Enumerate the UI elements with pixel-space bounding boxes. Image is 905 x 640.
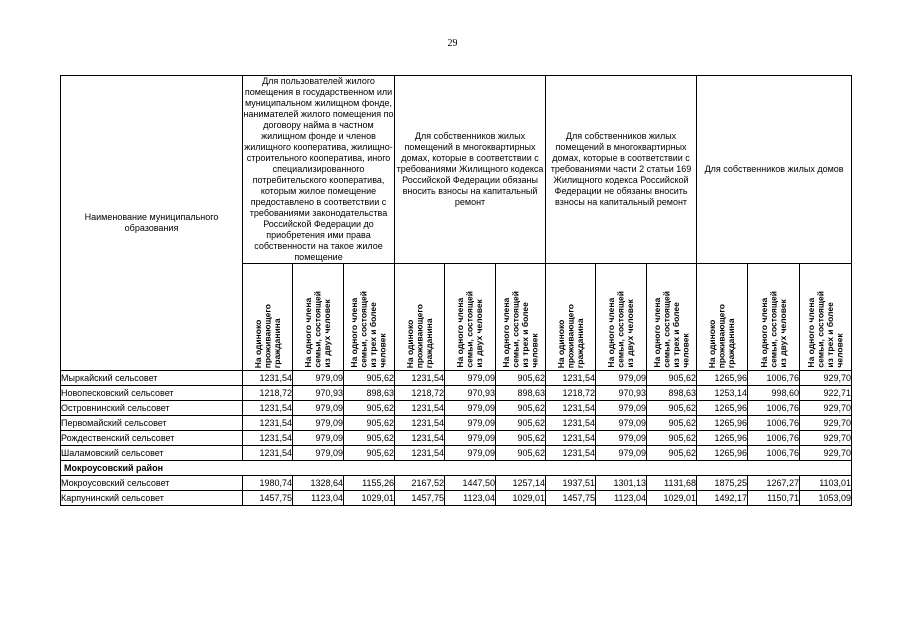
value-cell: 929,70 xyxy=(800,431,852,446)
value-cell: 929,70 xyxy=(800,446,852,461)
value-cell: 1231,54 xyxy=(395,416,445,431)
municipality-name: Первомайский сельсовет xyxy=(61,416,243,431)
value-cell: 979,09 xyxy=(596,371,647,386)
page-number: 29 xyxy=(447,38,458,49)
value-cell: 979,09 xyxy=(445,446,496,461)
subheader-label: На одного члена семьи, состоящей из двух человек xyxy=(605,291,635,368)
value-cell: 1231,54 xyxy=(546,431,596,446)
value-cell: 970,93 xyxy=(445,386,496,401)
value-cell: 905,62 xyxy=(344,446,395,461)
value-cell: 1053,09 xyxy=(800,491,852,506)
value-cell: 979,09 xyxy=(596,431,647,446)
subheader-cell xyxy=(647,264,697,371)
value-cell: 905,62 xyxy=(496,401,546,416)
subheader-label: На одного члена семьи, состоящей из трех и более человек xyxy=(805,291,845,368)
value-cell: 1123,04 xyxy=(293,491,344,506)
value-cell: 905,62 xyxy=(344,431,395,446)
value-cell: 1265,96 xyxy=(697,401,748,416)
value-cell: 1265,96 xyxy=(697,446,748,461)
value-cell: 998,60 xyxy=(748,386,800,401)
municipality-name: Шаламовский сельсовет xyxy=(61,446,243,461)
value-cell: 905,62 xyxy=(344,371,395,386)
value-cell: 1006,76 xyxy=(748,371,800,386)
value-cell: 1006,76 xyxy=(748,416,800,431)
value-cell: 905,62 xyxy=(496,446,546,461)
value-cell: 979,09 xyxy=(293,431,344,446)
header-group-owners-not-obliged: Для собственников жилых помещений в многоквартирных домах, которые в соответствии с требованиями части 2 статьи 169 Жилищного кодекса Российской Федерации не обязаны вносить взносы на капитальный ремонт xyxy=(546,76,697,264)
value-cell: 1131,68 xyxy=(647,476,697,491)
value-cell: 1123,04 xyxy=(596,491,647,506)
value-cell: 905,62 xyxy=(647,446,697,461)
value-cell: 1231,54 xyxy=(243,416,293,431)
subheader-cell xyxy=(293,264,344,371)
value-cell: 1006,76 xyxy=(748,401,800,416)
subheader-cell xyxy=(800,264,852,371)
value-cell: 2167,52 xyxy=(395,476,445,491)
value-cell: 979,09 xyxy=(293,446,344,461)
value-cell: 1218,72 xyxy=(546,386,596,401)
subheader-cell xyxy=(546,264,596,371)
value-cell: 898,63 xyxy=(344,386,395,401)
value-cell: 905,62 xyxy=(647,401,697,416)
value-cell: 1103,01 xyxy=(800,476,852,491)
value-cell: 1231,54 xyxy=(243,371,293,386)
subheader-label: На одиноко проживающего гражданина xyxy=(404,303,434,368)
tariff-table xyxy=(60,75,852,506)
value-cell: 1029,01 xyxy=(344,491,395,506)
value-cell: 1328,64 xyxy=(293,476,344,491)
value-cell: 979,09 xyxy=(293,416,344,431)
value-cell: 1301,13 xyxy=(596,476,647,491)
subheader-label: На одного члена семьи, состоящей из трех и более человек xyxy=(349,291,388,368)
value-cell: 1253,14 xyxy=(697,386,748,401)
value-cell: 905,62 xyxy=(496,431,546,446)
section-label: Мокроусовский район xyxy=(61,461,852,476)
value-cell: 970,93 xyxy=(293,386,344,401)
value-cell: 1231,54 xyxy=(546,416,596,431)
value-cell: 1006,76 xyxy=(748,446,800,461)
value-cell: 905,62 xyxy=(344,416,395,431)
value-cell: 1231,54 xyxy=(546,401,596,416)
value-cell: 1937,51 xyxy=(546,476,596,491)
table-row xyxy=(61,401,852,416)
value-cell: 1265,96 xyxy=(697,371,748,386)
subheader-cell xyxy=(697,264,748,371)
value-cell: 1457,75 xyxy=(546,491,596,506)
value-cell: 1231,54 xyxy=(395,431,445,446)
value-cell: 1457,75 xyxy=(395,491,445,506)
subheader-label: На одиноко проживающего гражданина xyxy=(252,303,282,368)
table-row xyxy=(61,491,852,506)
value-cell: 1231,54 xyxy=(395,371,445,386)
subheader-label: На одного члена семьи, состоящей из двух человек xyxy=(758,291,788,368)
header-group-tenants: Для пользователей жилого помещения в государственном или муниципальном жилищном фонде, нанимателей жилого помещения по договору найма в частном жилищном фонде и членов жилищного кооператива, жилищно-строительного кооператива, иного специализированного потребительского кооператива, которым жилое помещение предоставлено в соответствии с требованиями законодательства Российской Федерации до приобретения ими права собственности на такое жилое помещение xyxy=(243,76,394,262)
subheader-label: На одиноко проживающего гражданина xyxy=(555,303,585,368)
value-cell: 1267,27 xyxy=(748,476,800,491)
subheader-cell xyxy=(596,264,647,371)
subheader-cell xyxy=(496,264,546,371)
value-cell: 979,09 xyxy=(596,416,647,431)
value-cell: 1257,14 xyxy=(496,476,546,491)
value-cell: 1265,96 xyxy=(697,416,748,431)
table-row xyxy=(61,476,852,491)
value-cell: 979,09 xyxy=(293,371,344,386)
value-cell: 1231,54 xyxy=(243,446,293,461)
value-cell: 1218,72 xyxy=(243,386,293,401)
value-cell: 905,62 xyxy=(496,371,546,386)
value-cell: 1492,17 xyxy=(697,491,748,506)
subheader-cell xyxy=(445,264,496,371)
subheader-label: На одного члена семьи, состоящей из двух человек xyxy=(454,291,484,368)
value-cell: 979,09 xyxy=(596,401,647,416)
municipality-name: Островнинский сельсовет xyxy=(61,401,243,416)
value-cell: 1150,71 xyxy=(748,491,800,506)
value-cell: 1029,01 xyxy=(647,491,697,506)
value-cell: 929,70 xyxy=(800,401,852,416)
value-cell: 979,09 xyxy=(445,416,496,431)
value-cell: 1231,54 xyxy=(243,431,293,446)
section-row xyxy=(61,461,852,476)
header-name-column: Наименование муниципального образования xyxy=(61,76,243,371)
value-cell: 979,09 xyxy=(293,401,344,416)
value-cell: 1231,54 xyxy=(546,446,596,461)
municipality-name: Рождественский сельсовет xyxy=(61,431,243,446)
table-body xyxy=(61,371,852,506)
subheader-label: На одиноко проживающего гражданина xyxy=(706,303,736,368)
value-cell: 905,62 xyxy=(344,401,395,416)
value-cell: 898,63 xyxy=(496,386,546,401)
value-cell: 1447,50 xyxy=(445,476,496,491)
subheader-cell xyxy=(243,264,293,371)
table-header xyxy=(61,76,852,371)
subheader-cell xyxy=(395,264,445,371)
value-cell: 929,70 xyxy=(800,416,852,431)
value-cell: 929,70 xyxy=(800,371,852,386)
table-row xyxy=(61,371,852,386)
table-row xyxy=(61,446,852,461)
table-row xyxy=(61,416,852,431)
value-cell: 1029,01 xyxy=(496,491,546,506)
value-cell: 1231,54 xyxy=(395,446,445,461)
value-cell: 1218,72 xyxy=(395,386,445,401)
subheader-label: На одного члена семьи, состоящей из трех и более человек xyxy=(500,291,540,368)
value-cell: 979,09 xyxy=(596,446,647,461)
value-cell: 979,09 xyxy=(445,401,496,416)
value-cell: 905,62 xyxy=(647,431,697,446)
value-cell: 905,62 xyxy=(496,416,546,431)
header-group-owners-obliged: Для собственников жилых помещений в многоквартирных домах, которые в соответствии с требованиями Жилищного кодекса Российской Федерации обязаны вносить взносы на капитальный ремонт xyxy=(395,76,546,264)
value-cell: 970,93 xyxy=(596,386,647,401)
value-cell: 905,62 xyxy=(647,416,697,431)
value-cell: 1123,04 xyxy=(445,491,496,506)
value-cell: 1006,76 xyxy=(748,431,800,446)
municipality-name: Новопесковский сельсовет xyxy=(61,386,243,401)
value-cell: 979,09 xyxy=(445,371,496,386)
value-cell: 1265,96 xyxy=(697,431,748,446)
value-cell: 922,71 xyxy=(800,386,852,401)
value-cell: 979,09 xyxy=(445,431,496,446)
value-cell: 1231,54 xyxy=(243,401,293,416)
value-cell: 1457,75 xyxy=(243,491,293,506)
value-cell: 1231,54 xyxy=(546,371,596,386)
municipality-name: Мокроусовский сельсовет xyxy=(61,476,243,491)
subheader-label: На одного члена семьи, состоящей из двух человек xyxy=(302,291,332,368)
table-row xyxy=(61,386,852,401)
subheader-label: На одного члена семьи, состоящей из трех и более человек xyxy=(651,291,691,368)
header-group-house-owners: Для собственников жилых домов xyxy=(697,76,852,264)
value-cell: 1980,74 xyxy=(243,476,293,491)
municipality-name: Карпунинский сельсовет xyxy=(61,491,243,506)
value-cell: 905,62 xyxy=(647,371,697,386)
subheader-cell xyxy=(344,264,395,371)
value-cell: 1875,25 xyxy=(697,476,748,491)
value-cell: 1155,26 xyxy=(344,476,395,491)
value-cell: 898,63 xyxy=(647,386,697,401)
municipality-name: Мыркайский сельсовет xyxy=(61,371,243,386)
table-row xyxy=(61,431,852,446)
subheader-cell xyxy=(748,264,800,371)
value-cell: 1231,54 xyxy=(395,401,445,416)
